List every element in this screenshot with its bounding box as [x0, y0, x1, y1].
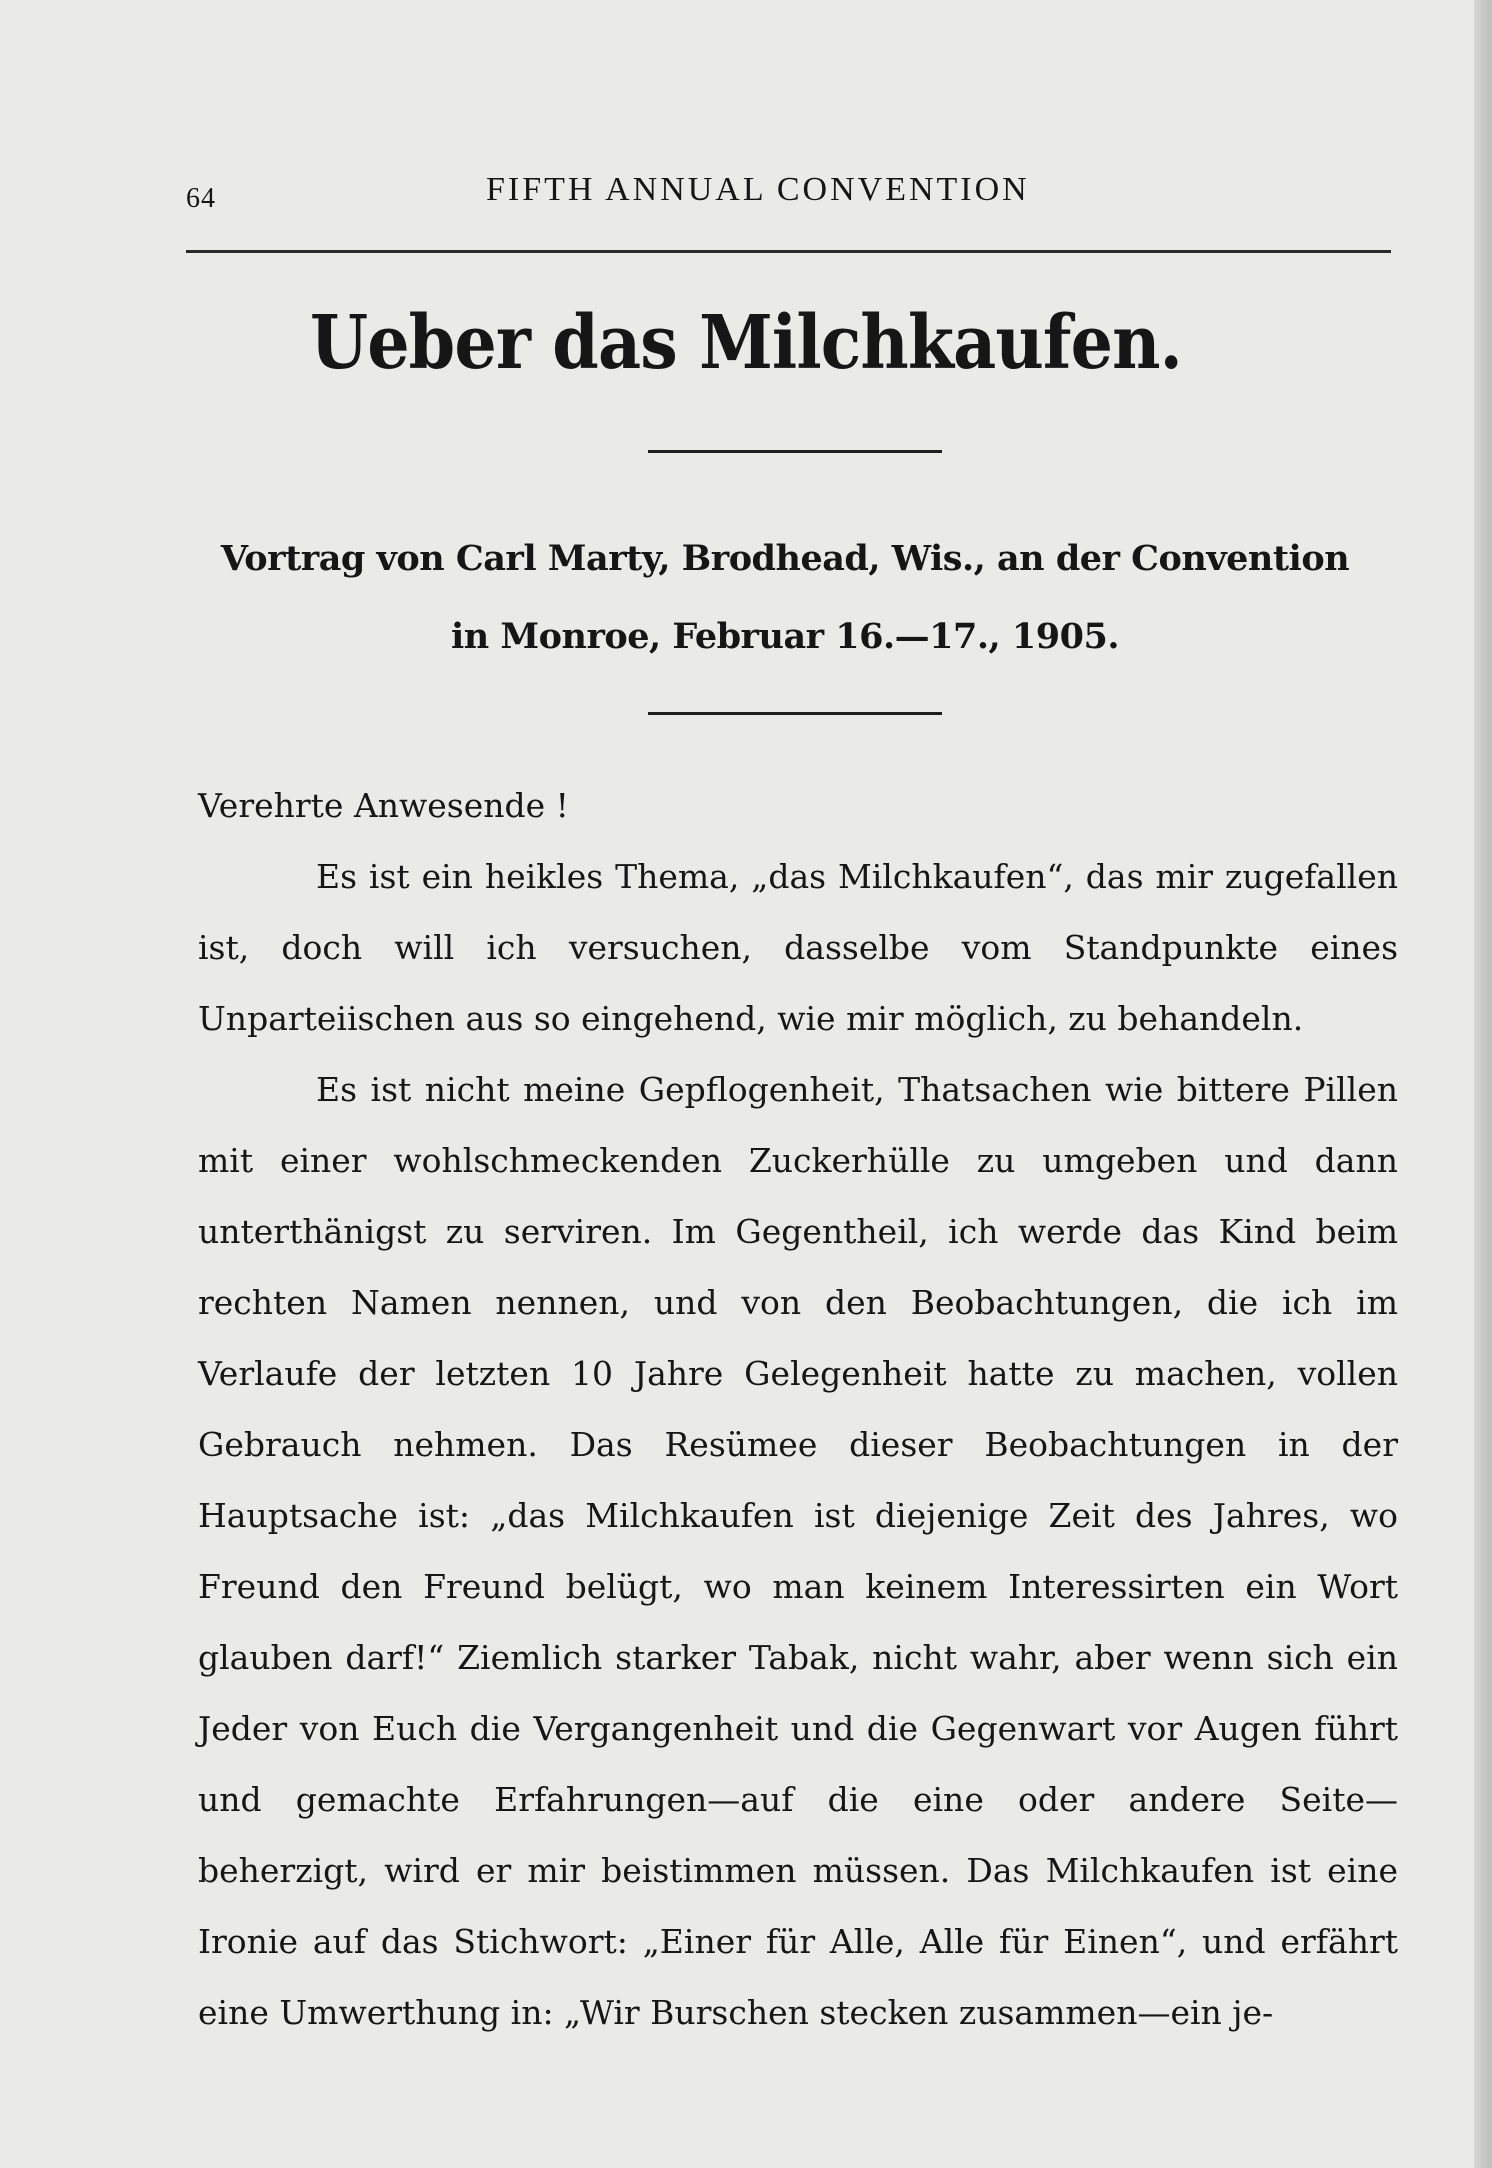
salutation: Verehrte Anwesende !	[198, 786, 569, 825]
subtitle-divider	[648, 712, 942, 715]
article-body	[198, 770, 1398, 2048]
title-divider	[648, 450, 942, 453]
article-title: Ueber das Milchkaufen.	[310, 300, 1182, 386]
page-header	[186, 165, 1386, 225]
page-number: 64	[186, 183, 216, 214]
page-edge-shadow	[1474, 0, 1492, 2168]
header-rule	[186, 250, 1391, 253]
article-subtitle: Vortrag von Carl Marty, Brodhead, Wis., an der Convention in Monroe, Februar 16.—17., 1905.	[220, 538, 1350, 657]
running-head: FIFTH ANNUAL CONVENTION	[486, 171, 1030, 208]
body-paragraph: Es ist ein heikles Thema, „das Milchkaufen“, das mir zugefallen ist, doch will ich versuchen, dasselbe vom Standpunkte eines Unparteiischen aus so eingehend, wie mir möglich, zu behandeln.	[198, 857, 1398, 1038]
body-paragraph: Es ist nicht meine Gepflogenheit, Thatsachen wie bittere Pillen mit einer wohlschmeckenden Zuckerhülle zu umgeben und dann unterthänigst zu serviren. Im Gegentheil, ich werde das Kind beim rechten Namen nennen, und von den Beobachtungen, die ich im Verlaufe der letzten 10 Jahre Gelegenheit hatte zu machen, vollen Gebrauch nehmen. Das Resümee dieser Beobachtungen in der Hauptsache ist: „das Milchkaufen ist diejenige Zeit des Jahres, wo Freund den Freund belügt, wo man keinem Interessirten ein Wort glauben darf!“ Ziemlich starker Tabak, nicht wahr, aber wenn sich ein Jeder von Euch die Vergangenheit und die Gegenwart vor Augen führt und gemachte Erfahrungen—auf die eine oder andere Seite—beherzigt, wird er mir beistimmen müssen. Das Milchkaufen ist eine Ironie auf das Stichwort: „Einer für Alle, Alle für Einen“, und erfährt eine Umwerthung in: „Wir Burschen stecken zusammen—ein je-	[198, 1070, 1398, 2032]
